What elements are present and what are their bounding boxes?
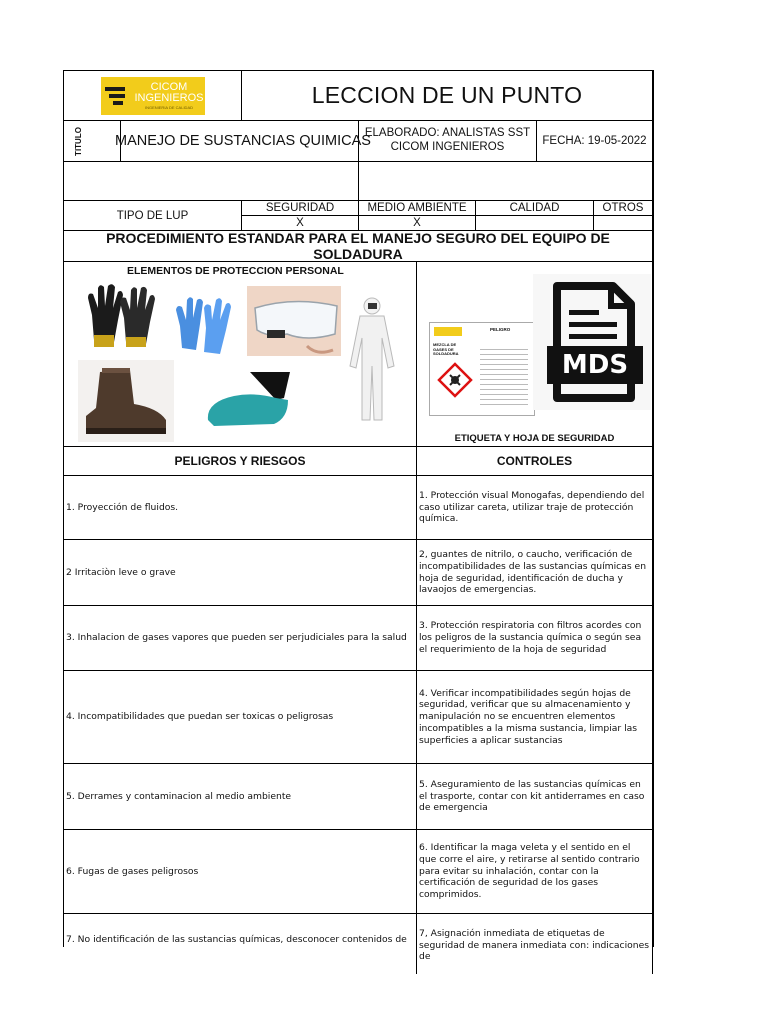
header-peligros: PELIGROS Y RIESGOS [64, 447, 417, 476]
company-logo [101, 77, 205, 115]
logo-text: CICOM INGENIEROS INGENIERIA DE CALIDAD [134, 80, 204, 110]
nitrile-gloves-icon [174, 290, 238, 356]
label-mini-title: PELIGRO [490, 327, 511, 332]
boot-icon [78, 360, 174, 442]
risk-cell: 2 Irritaciòn leve o grave [64, 540, 417, 606]
control-cell: 7, Asignación inmediata de etiquetas de seguridad de manera inmediata con: indicaciones de [417, 914, 653, 974]
lup-mark-calidad [476, 216, 594, 231]
control-cell: 5. Aseguramiento de las sustancias químicas en el trasporte, contar con kit antiderrames en caso de emergencia [417, 764, 653, 830]
risk-cell: 1. Proyección de fluidos. [64, 476, 417, 540]
lup-type-seguridad: SEGURIDAD [242, 201, 359, 216]
blank-cell-right [359, 162, 653, 201]
control-cell: 2, guantes de nitrilo, o caucho, verificación de incompatibilidades de las sustancias químicas en hoja de seguridad, identificación de ducha y lavaojos de emergencias. [417, 540, 653, 606]
control-cell: 3. Protección respiratoria con filtros acordes con los peligros de la sustancia química o según sea el requerimiento de la hoja de seguridad [417, 606, 653, 671]
procedure-title: PROCEDIMIENTO ESTANDAR PARA EL MANEJO SEGURO DEL EQUIPO DE SOLDADURA [64, 231, 653, 262]
elaborado-line1: ELABORADO: ANALISTAS SST [364, 127, 531, 140]
lup-type-otros: OTROS [594, 201, 653, 216]
mds-panel [533, 274, 651, 410]
lup-mark-otros [594, 216, 653, 231]
lup-type-calidad: CALIDAD [476, 201, 594, 216]
risk-cell: 5. Derrames y contaminacion al medio ambiente [64, 764, 417, 830]
shoe-covers-icon [204, 370, 292, 430]
ppe-panel [64, 262, 417, 447]
safety-label-thumbnail [429, 322, 535, 416]
goggles-icon [247, 286, 341, 356]
mds-document-icon [533, 274, 651, 410]
control-cell: 6. Identificar la maga veleta y el sentido en el que corre el aire, y retirarse al sentido contrario para evitar su inhalación, contar con la certificación de seguridad de los gases comprimidos. [417, 830, 653, 914]
hazard-diamond-icon [438, 363, 472, 397]
label-mini-product: MEZCLA DE GASES DE SOLDADURA [433, 342, 459, 357]
risk-cell: 3. Inhalacion de gases vapores que pueden ser perjudiciales para la salud [64, 606, 417, 671]
titulo-label: TITULO [73, 126, 83, 156]
safety-label-caption: ETIQUETA Y HOJA DE SEGURIDAD [454, 433, 615, 444]
lup-type-label: TIPO DE LUP [64, 201, 242, 231]
lup-sheet [63, 70, 654, 963]
label-logo-strip [434, 327, 462, 336]
logo-mark-icon [104, 83, 130, 109]
control-cell: 4. Verificar incompatibilidades según hojas de seguridad, verificar que su almacenamiento y manipulación no se encuentren elementos incompatibles a la misma sustancia, limpiar las superficies a aplicar sustancias [417, 671, 653, 764]
risk-cell: 7. No identificación de las sustancias químicas, desconocer contenidos de [64, 914, 417, 974]
control-cell: 1. Protección visual Monogafas, dependiendo del caso utilizar careta, utilizar traje de protección química. [417, 476, 653, 540]
boots-photo [78, 360, 174, 442]
lup-type-medio-ambiente: MEDIO AMBIENTE [359, 201, 476, 216]
mds-text: MDS [561, 350, 629, 380]
lup-mark-seguridad: X [242, 216, 359, 231]
goggles-photo [247, 286, 341, 356]
black-gloves-icon [84, 280, 164, 352]
coverall-icon [344, 296, 400, 428]
topic-cell [115, 121, 371, 162]
lup-mark-medio-ambiente: X [359, 216, 476, 231]
ppe-title: ELEMENTOS DE PROTECCION PERSONAL [127, 265, 344, 277]
topic-title: MANEJO DE SUSTANCIAS QUIMICAS [115, 133, 371, 149]
elaborado-line2: CICOM INGENIEROS [390, 141, 505, 153]
titulo-label-cell [64, 121, 121, 162]
risk-cell: 4. Incompatibilidades que puedan ser toxicas o peligrosas [64, 671, 417, 764]
elaborado-cell [359, 121, 537, 162]
blank-cell-left [64, 162, 359, 201]
logo-cell [64, 71, 242, 121]
page-title: LECCION DE UN PUNTO [242, 71, 653, 121]
safety-panel [417, 262, 653, 447]
label-mini-lines [480, 345, 528, 405]
risk-cell: 6. Fugas de gases peligrosos [64, 830, 417, 914]
header-controles: CONTROLES [417, 447, 653, 476]
fecha-cell: FECHA: 19-05-2022 [537, 121, 653, 162]
